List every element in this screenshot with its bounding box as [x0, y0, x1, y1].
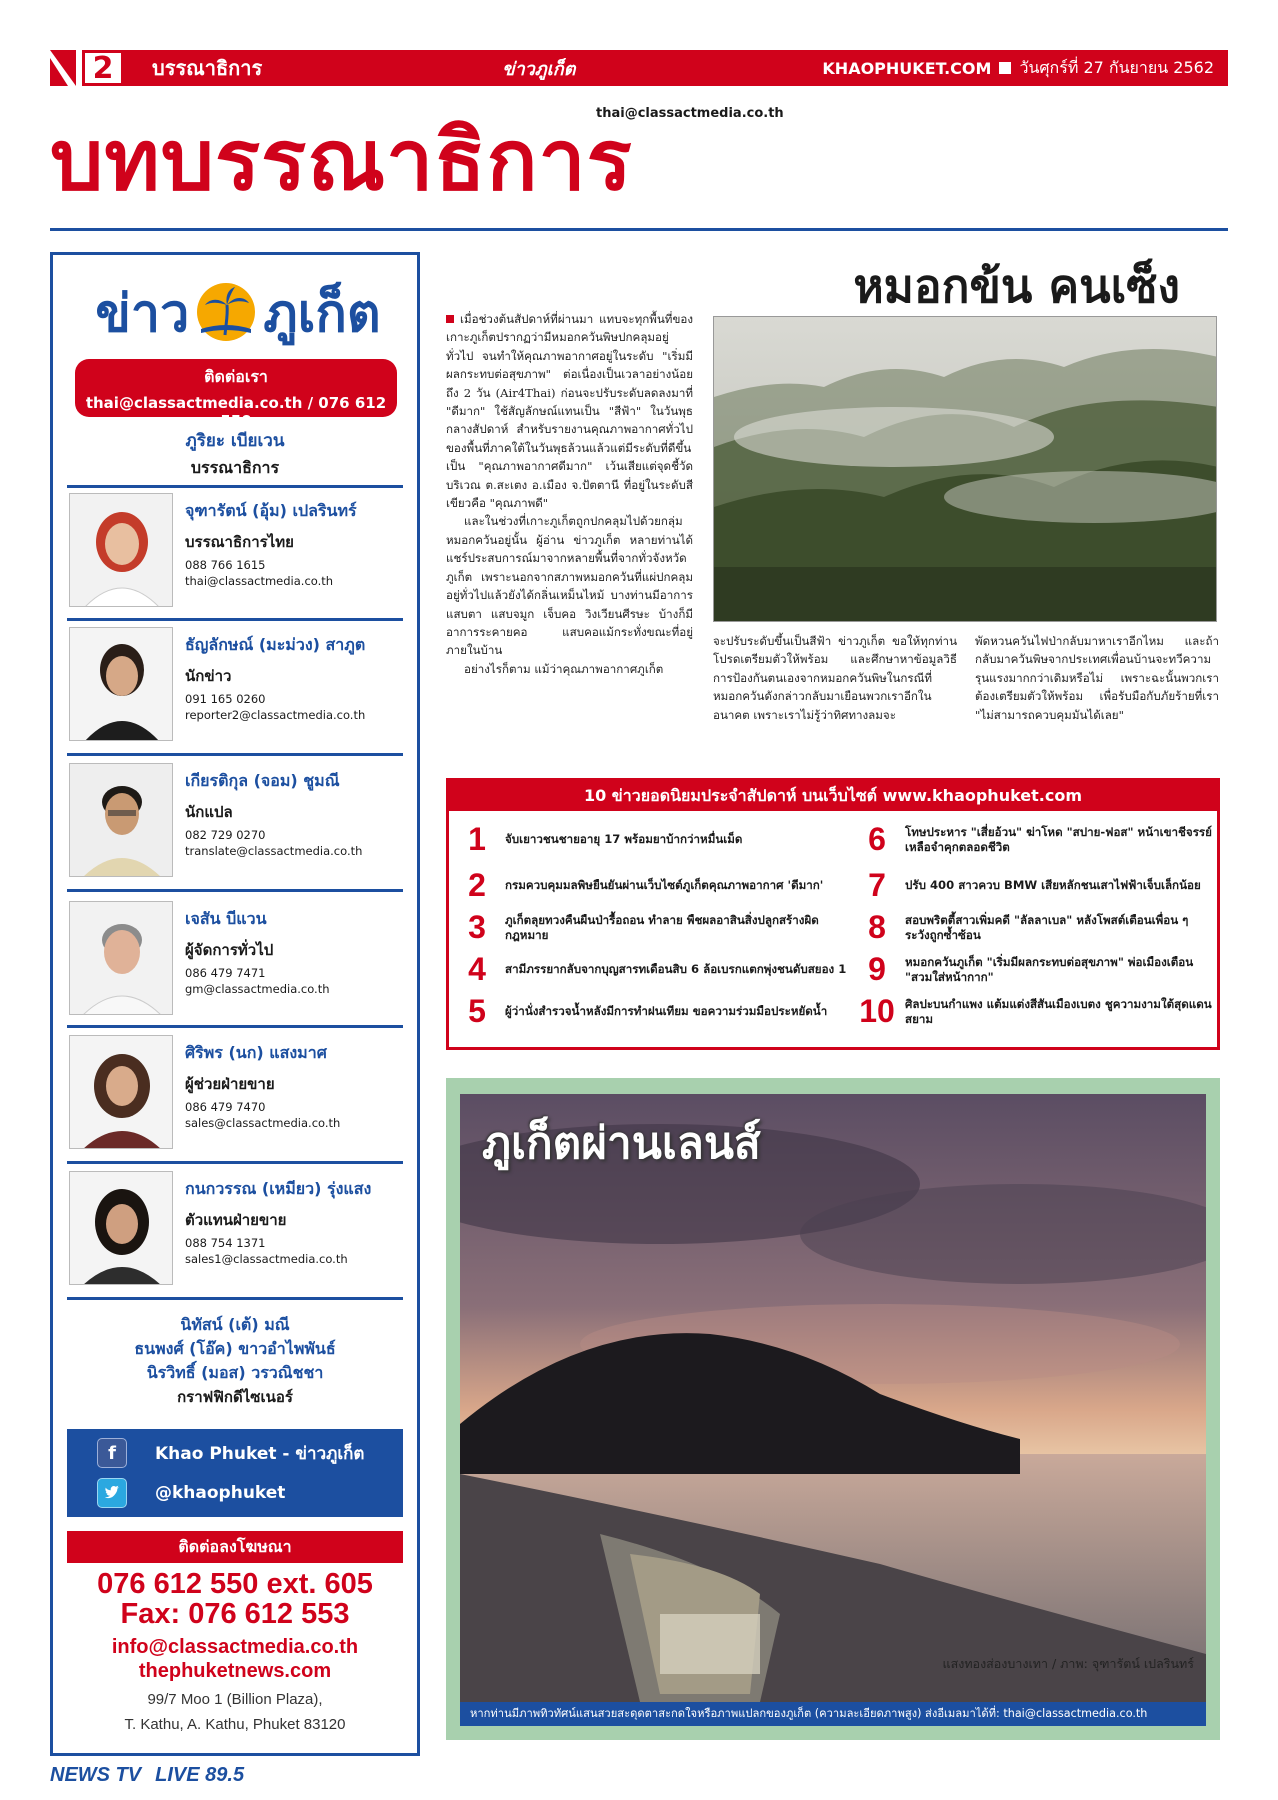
facebook-link[interactable]: [67, 1433, 403, 1473]
editor-credit: [53, 427, 417, 481]
top-10-heading: 10 ข่าวยอดนิยมประจำสัปดาห์ บนเว็บไซต์ www.khaophuket.com: [449, 781, 1217, 811]
staff-card: [69, 763, 409, 883]
news-item[interactable]: [459, 867, 859, 904]
section-name: บรรณาธิการ: [152, 56, 263, 80]
top-10-news: [446, 778, 1220, 1050]
staff-phone[interactable]: 086 479 7471: [185, 966, 266, 980]
news-rank: 7: [868, 867, 886, 903]
twitter-link[interactable]: [67, 1473, 403, 1513]
contact-box: [75, 359, 397, 430]
news-rank: 8: [868, 909, 886, 945]
graphic-designers: [53, 1313, 417, 1409]
editor-role: บรรณาธิการ: [190, 458, 280, 477]
divider: [67, 618, 403, 621]
article-headline: หมอกข้น คนเซ็ง: [853, 259, 1180, 313]
news-rank: 1: [468, 821, 486, 857]
news-rank: 10: [859, 993, 895, 1029]
live-radio-logo: LIVE 89.5: [155, 1763, 245, 1786]
divider: [67, 485, 403, 488]
staff-role: ตัวแทนฝ่ายขาย: [185, 1211, 287, 1229]
corner-mark-icon: [50, 50, 76, 86]
news-rank: 5: [468, 993, 486, 1029]
news-title: สามีภรรยากลับจากบุญสารทเดือนสิบ 6 ล้อเบรกแตกพุ่งชนดับสยอง 1: [505, 962, 847, 976]
sunset-beach-photo: [460, 1094, 1206, 1702]
designer-role: กราฟฟิกดีไซเนอร์: [177, 1388, 293, 1406]
article-column-1: [446, 310, 693, 678]
staff-phone[interactable]: 088 766 1615: [185, 558, 266, 572]
staff-email[interactable]: translate@classactmedia.co.th: [185, 844, 363, 858]
article-paragraph: และในช่วงที่เกาะภูเก็ตถูกปกคลุมไปด้วยกลุ่มหมอกควันอยู่นั้น ผู้อ่าน ข่าวภูเก็ต หลายท่านได้แชร์ประสบการณ์มาจากหลายพื้นที่จากทั่วจังหวัดภูเก็ต เพราะนอกจากสภาพหมอกควันที่แผ่ปกคลุมอยู่ทั่วไปแล้วยังได้กลิ่นเหม็นไหม้ บางท่านมีอาการแสบตา แสบจมูก เจ็บคอ วิงเวียนศีรษะ บ้างก็มีอาการระคายคอ แสบคอแม้กระทั่งขณะที่อยู่ภายในบ้าน: [446, 514, 693, 658]
news-rank: 4: [468, 951, 486, 987]
bullet-icon: [446, 315, 454, 323]
news-title: ศิลปะบนกำแพง แต้มแต่งสีสันเมืองเบตง ชูความงามใต้สุดแดนสยาม: [905, 996, 1212, 1026]
ad-phone[interactable]: 076 612 550 ext. 605: [97, 1568, 373, 1600]
staff-role: ผู้ช่วยฝ่ายขาย: [185, 1075, 275, 1093]
news-rank: 9: [868, 951, 886, 987]
ad-email[interactable]: info@classactmedia.co.th: [111, 1636, 359, 1658]
ad-online-block: [53, 1635, 417, 1683]
brand-left: ข่าว: [95, 283, 190, 344]
staff-phone[interactable]: 091 165 0260: [185, 692, 266, 706]
staff-email[interactable]: thai@classactmedia.co.th: [185, 574, 334, 588]
staff-sidebar: [50, 252, 420, 1756]
news-item[interactable]: [859, 909, 1215, 946]
brand-logo: [83, 273, 393, 351]
divider: [67, 1025, 403, 1028]
news-item[interactable]: [459, 909, 849, 946]
staff-name: ธัญลักษณ์ (มะม่วง) สาภูต: [185, 635, 366, 654]
news-item[interactable]: [859, 993, 1215, 1030]
article-paragraph: อย่างไรก็ตาม แม้ว่าคุณภาพอากาศภูเก็ต: [464, 661, 664, 676]
staff-phone[interactable]: 082 729 0270: [185, 828, 266, 842]
news-title: ภูเก็ตลุยทวงคืนผืนป่ารื้อถอน ทำลาย พืชผลอาสินสิ่งปลูกสร้างผิดกฎหมาย: [505, 912, 819, 942]
header-logo: ข่าวภูเก็ต: [502, 58, 576, 80]
staff-role: ผู้จัดการทั่วไป: [185, 941, 274, 959]
contact-label: ติดต่อเรา: [204, 367, 268, 386]
divider: [67, 753, 403, 756]
feature-title: ภูเก็ตผ่านเลนส์: [482, 1118, 761, 1169]
ad-phone-block: [53, 1569, 417, 1629]
article-column-2: [713, 632, 957, 724]
page-header: [50, 50, 1228, 86]
footer-logos: [50, 1760, 244, 1790]
site-name[interactable]: KHAOPHUKET.COM: [822, 58, 992, 78]
staff-role: นักแปล: [185, 803, 233, 821]
staff-phone[interactable]: 088 754 1371: [185, 1236, 266, 1250]
news-title: สอบพริตตี้สาวเพิ่มคดี "ลัลลาเบล" หลังโพสต์เตือนเพื่อน ๆ ระวังถูกซ้ำซ้อน: [905, 912, 1189, 942]
staff-email[interactable]: sales@classactmedia.co.th: [185, 1116, 341, 1130]
issue-date: วันศุกร์ที่ 27 กันยายน 2562: [1019, 57, 1214, 77]
social-links: [67, 1429, 403, 1517]
article-paragraph: เมื่อช่วงต้นสัปดาห์ที่ผ่านมา แทบจะทุกพื้นที่ของเกาะภูเก็ตปรากฏว่ามีหมอกควันพิษปกคลุมอยู่ทั่วไป จนทำให้คุณภาพอากาศอยู่ในระดับ "เริ่มมีผลกระทบต่อสุขภาพ" ต่อเนื่องเป็นเวลาอย่างน้อยถึง 2 วัน (Air4Thai) ก่อนจะปรับระดับลดลงมาที่ "ดีมาก" ใช้สัญลักษณ์แทนเป็น "สีฟ้า" ในวันพุธกลางสัปดาห์ สำหรับรายงานคุณภาพอากาศทั่วไปของพื้นที่ภาคใต้ในวันพุธล้วนแล้วแต่มีระดับที่ดีขึ้นเป็น "คุณภาพอากาศดีมาก" เว้นเสียแต่จุดชี้วัดบริเวณ ต.สะเตง อ.เมือง จ.ปัตตานี ที่อยู่ในระดับสีเขียวคือ "คุณภาพดี": [446, 312, 693, 511]
photo-feature: [446, 1078, 1220, 1740]
news-title: หมอกควันภูเก็ต "เริ่มมีผลกระทบต่อสุขภาพ" พ่อเมืองเตือน "สวมใส่หน้ากาก": [905, 954, 1194, 984]
news-title: โทษประหาร "เสี่ยอ้วน" ฆ่าโหด "สปาย-ฟอส" หน้าเขาชีจรรย์ เหลือจำคุกตลอดชีวิต: [905, 824, 1212, 854]
twitter-label: @khaophuket: [155, 1483, 286, 1503]
photo-credit: แสงทองส่องบางเทา / ภาพ: จุฑารัตน์ เปลรินทร์: [942, 1656, 1194, 1671]
ad-website[interactable]: thephuketnews.com: [138, 1660, 332, 1682]
contact-details[interactable]: thai@classactmedia.co.th / 076 612 550: [85, 394, 387, 430]
staff-name: เจสัน บีแวน: [185, 909, 267, 928]
staff-card: [69, 493, 409, 613]
sun-palm-icon: [195, 281, 257, 343]
facebook-label: Khao Phuket - ข่าวภูเก็ต: [155, 1443, 365, 1464]
article-column-3: [975, 632, 1219, 724]
staff-card: [69, 1035, 409, 1155]
news-title: ผู้ว่านั่งสำรวจน้ำหลังมีการทำฝนเทียม ขอความร่วมมือประหยัดน้ำ: [505, 1004, 828, 1018]
divider: [67, 1161, 403, 1164]
staff-photo: [69, 627, 173, 741]
staff-email[interactable]: sales1@classactmedia.co.th: [185, 1252, 348, 1266]
staff-photo: [69, 1171, 173, 1285]
twitter-icon: [97, 1478, 127, 1508]
ad-contact-heading: ติดต่อลงโฆษณา: [67, 1531, 403, 1563]
designer-name: ธนพงศ์ (โอ๊ค) ขาวอำไพพันธ์: [134, 1339, 336, 1358]
address-line: T. Kathu, A. Kathu, Phuket 83120: [124, 1716, 346, 1733]
page-number: 2: [82, 50, 124, 86]
staff-email[interactable]: gm@classactmedia.co.th: [185, 982, 330, 996]
fog-photo: [713, 316, 1217, 622]
staff-photo: [69, 493, 173, 607]
brand-right: ภูเก็ต: [263, 283, 381, 344]
designer-name: นิทัสน์ (เต้) มณี: [180, 1315, 290, 1334]
news-item[interactable]: [859, 951, 1215, 988]
staff-card: [69, 627, 409, 747]
divider: [67, 1297, 403, 1300]
facebook-icon: f: [97, 1438, 127, 1468]
staff-photo: [69, 763, 173, 877]
square-separator-icon: [999, 62, 1011, 74]
divider: [50, 228, 1228, 231]
news-rank: 2: [468, 867, 486, 903]
staff-name: กนกวรรณ (เหมียว) รุ่งแสง: [185, 1179, 372, 1198]
news-item[interactable]: [859, 821, 1215, 858]
staff-name: ศิริพร (นก) แสงมาศ: [185, 1043, 327, 1062]
news-rank: 6: [868, 821, 886, 857]
designer-name: นิรวิทธิ์ (มอส) วรวณิชชา: [146, 1363, 324, 1382]
staff-card: [69, 1171, 409, 1291]
staff-role: นักข่าว: [185, 667, 232, 685]
news-rank: 3: [468, 909, 486, 945]
staff-role: บรรณาธิการไทย: [185, 533, 294, 551]
news-item[interactable]: [459, 821, 849, 858]
masthead-title: บทบรรณาธิการ: [50, 111, 633, 209]
staff-photo: [69, 1035, 173, 1149]
news-title: ปรับ 400 สาวควบ BMW เสียหลักชนเสาไฟฟ้าเจ็บเล็กน้อย: [905, 878, 1201, 892]
editor-name: ภูริยะ เบียเวน: [185, 431, 285, 451]
news-item[interactable]: [859, 867, 1215, 904]
staff-name: จุฑารัตน์ (อุ้ม) เปลรินทร์: [185, 501, 357, 520]
staff-name: เกียรติกุล (จอม) ชูมณี: [185, 771, 340, 790]
address-line: 99/7 Moo 1 (Billion Plaza),: [147, 1691, 323, 1708]
ad-address: [53, 1687, 417, 1737]
feature-caption: หากท่านมีภาพทิวทัศน์แสนสวยสะดุดตาสะกดใจหรือภาพแปลกของภูเก็ต (ความละเอียดภาพสูง) ส่งอีเมลมาได้ที่: thai@classactmedia.co.th: [460, 1702, 1206, 1726]
article-paragraph: พัดหวนควันไฟป่ากลับมาหาเราอีกไหม และถ้ากลับมาควันพิษจากประเทศเพื่อนบ้านจะทวีความรุนแรงมากกว่าเดิมหรือไม่ เพราะฉะนั้นพวกเราต้องเตรียมตัวให้พร้อม เพื่อรับมือกับภัยร้ายที่เรา "ไม่สามารถควบคุมมันได้เลย": [975, 634, 1219, 722]
news-title: กรมควบคุมมลพิษยืนยันผ่านเว็บไซต์ภูเก็ตคุณภาพอากาศ 'ดีมาก': [505, 878, 824, 892]
staff-card: [69, 901, 409, 1021]
news-title: จับเยาวชนชายอายุ 17 พร้อมยาบ้ากว่าหมื่นเม็ด: [505, 832, 743, 846]
news-item[interactable]: [459, 951, 849, 988]
masthead-email[interactable]: thai@classactmedia.co.th: [596, 106, 784, 121]
news-item[interactable]: [459, 993, 849, 1030]
news-tv-logo: NEWS TV: [50, 1763, 142, 1786]
staff-photo: [69, 901, 173, 1015]
ad-fax: Fax: 076 612 553: [120, 1598, 350, 1630]
staff-email[interactable]: reporter2@classactmedia.co.th: [185, 708, 366, 722]
divider: [67, 889, 403, 892]
article-paragraph: จะปรับระดับขึ้นเป็นสีฟ้า ข่าวภูเก็ต ขอให้ทุกท่านโปรดเตรียมตัวให้พร้อม และศึกษาหาข้อมูลวิธีการป้องกันตนเองจากหมอกควันพิษในกรณีที่หมอกควันดังกล่าวกลับมาเยือนพวกเราอีกในอนาคต เพราะเราไม่รู้ว่าทิศทางลมจะ: [713, 634, 957, 722]
staff-phone[interactable]: 086 479 7470: [185, 1100, 266, 1114]
